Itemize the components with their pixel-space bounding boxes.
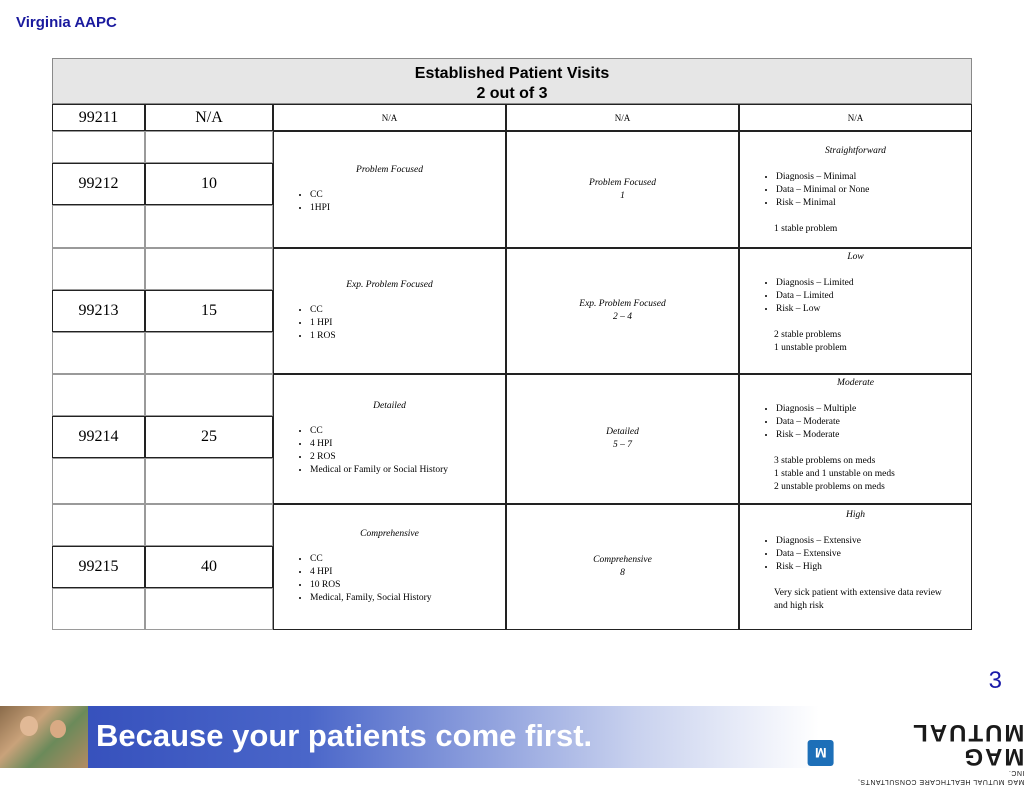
code-cell: 99211	[52, 104, 145, 131]
history-item: • Medical, Family, Social History	[310, 592, 505, 605]
brand-title: Virginia AAPC	[16, 14, 117, 31]
time-cell: 25	[145, 416, 273, 458]
mdm-item: • Diagnosis – Limited	[776, 277, 971, 290]
mdm-title: Low	[847, 252, 864, 262]
mdm-list	[740, 277, 971, 316]
logo-text: MAG MUTUAL	[910, 719, 1024, 770]
mdm-cell: N/A	[739, 104, 972, 131]
blank-cell	[52, 458, 145, 504]
code-cell: 99215	[52, 546, 145, 588]
history-item: • Medical or Family or Social History	[310, 464, 505, 477]
mdm-cell	[739, 374, 972, 504]
history-cell	[273, 504, 506, 630]
history-item: • CC	[310, 189, 505, 202]
history-cell	[273, 248, 506, 374]
history-list	[274, 425, 505, 477]
history-item: • 10 ROS	[310, 579, 505, 592]
history-title: Exp. Problem Focused	[346, 279, 433, 290]
exam-count: 1	[620, 190, 625, 201]
history-item: • CC	[310, 553, 505, 566]
exam-title: Detailed	[606, 427, 639, 437]
mdm-item: • Diagnosis – Multiple	[776, 403, 971, 416]
history-list	[274, 553, 505, 605]
mdm-cell	[739, 248, 972, 374]
blank-cell	[52, 504, 145, 546]
patients-photo	[0, 706, 88, 768]
history-cell	[273, 374, 506, 504]
mdm-title: Straightforward	[825, 146, 886, 156]
table-title: Established Patient Visits	[414, 65, 610, 82]
exam-cell: N/A	[506, 104, 739, 131]
history-item: • 1HPI	[310, 202, 505, 215]
blank-cell	[52, 248, 145, 290]
exam-cell	[506, 248, 739, 374]
mdm-note: 1 unstable problem	[774, 343, 847, 353]
mdm-title: High	[846, 510, 865, 520]
blank-cell	[145, 588, 273, 630]
footer-banner	[0, 706, 1024, 785]
history-title: Detailed	[373, 401, 406, 411]
history-title: Comprehensive	[360, 529, 419, 539]
mdm-item: • Diagnosis – Minimal	[776, 171, 971, 184]
mdm-item: • Diagnosis – Extensive	[776, 535, 971, 548]
history-cell: N/A	[273, 104, 506, 131]
blank-cell	[52, 332, 145, 374]
code-cell: 99214	[52, 416, 145, 458]
history-title: Problem Focused	[356, 164, 423, 175]
history-cell	[273, 131, 506, 248]
exam-cell	[506, 504, 739, 630]
mdm-note: 1 stable problem	[774, 224, 838, 234]
mdm-list	[740, 171, 971, 210]
history-item: • 1 ROS	[310, 330, 505, 343]
blank-cell	[52, 131, 145, 163]
exam-title: Comprehensive	[593, 555, 652, 565]
footer-slogan: Because your patients come first.	[96, 718, 593, 753]
history-item: • 4 HPI	[310, 438, 505, 451]
logo-subtext: MAG MUTUAL HEALTHCARE CONSULTANTS, INC.	[857, 769, 1024, 785]
exam-title: Problem Focused	[589, 177, 656, 188]
blank-cell	[52, 588, 145, 630]
exam-count: 5 – 7	[613, 440, 632, 450]
table-subtitle: 2 out of 3	[476, 85, 548, 102]
exam-count: 2 – 4	[613, 312, 632, 322]
mdm-item: • Data – Extensive	[776, 548, 971, 561]
history-list	[274, 304, 505, 343]
blank-cell	[145, 131, 273, 163]
time-cell: 15	[145, 290, 273, 332]
exam-title: Exp. Problem Focused	[579, 299, 666, 309]
mdm-item: • Risk – Low	[776, 303, 971, 316]
history-item: • CC	[310, 425, 505, 438]
mdm-item: • Risk – Moderate	[776, 429, 971, 442]
time-cell: N/A	[145, 104, 273, 131]
mdm-list	[740, 403, 971, 442]
blank-cell	[145, 504, 273, 546]
mdm-title: Moderate	[837, 378, 874, 388]
page-number: 3	[988, 667, 1002, 694]
mdm-item: • Data – Minimal or None	[776, 184, 971, 197]
mag-mutual-logo	[808, 720, 1024, 786]
mdm-item: • Data – Limited	[776, 290, 971, 303]
blank-cell	[145, 458, 273, 504]
mdm-note: 1 stable and 1 unstable on meds	[774, 469, 895, 479]
blank-cell	[145, 332, 273, 374]
mdm-cell	[739, 131, 972, 248]
history-item: • 4 HPI	[310, 566, 505, 579]
mdm-note: 2 stable problems	[774, 330, 842, 340]
code-cell: 99212	[52, 163, 145, 205]
blank-cell	[145, 205, 273, 248]
history-item: • CC	[310, 304, 505, 317]
time-cell: 40	[145, 546, 273, 588]
mdm-item: • Risk – High	[776, 561, 971, 574]
mdm-note: 3 stable problems on meds	[774, 456, 876, 466]
mdm-note: 2 unstable problems on meds	[774, 482, 885, 492]
time-cell: 10	[145, 163, 273, 205]
mdm-item: • Data – Moderate	[776, 416, 971, 429]
mdm-item: • Risk – Minimal	[776, 197, 971, 210]
blank-cell	[145, 248, 273, 290]
mdm-list	[740, 535, 971, 574]
blank-cell	[52, 205, 145, 248]
table-header	[52, 58, 972, 104]
blank-cell	[52, 374, 145, 416]
history-item: • 1 HPI	[310, 317, 505, 330]
history-item: • 2 ROS	[310, 451, 505, 464]
exam-cell	[506, 131, 739, 248]
blank-cell	[145, 374, 273, 416]
exam-count: 8	[620, 568, 625, 578]
exam-cell	[506, 374, 739, 504]
code-cell: 99213	[52, 290, 145, 332]
mdm-cell	[739, 504, 972, 630]
mdm-note: Very sick patient with extensive data review and high risk	[774, 588, 942, 611]
history-list	[274, 189, 505, 215]
logo-mark-icon: M	[808, 740, 834, 766]
